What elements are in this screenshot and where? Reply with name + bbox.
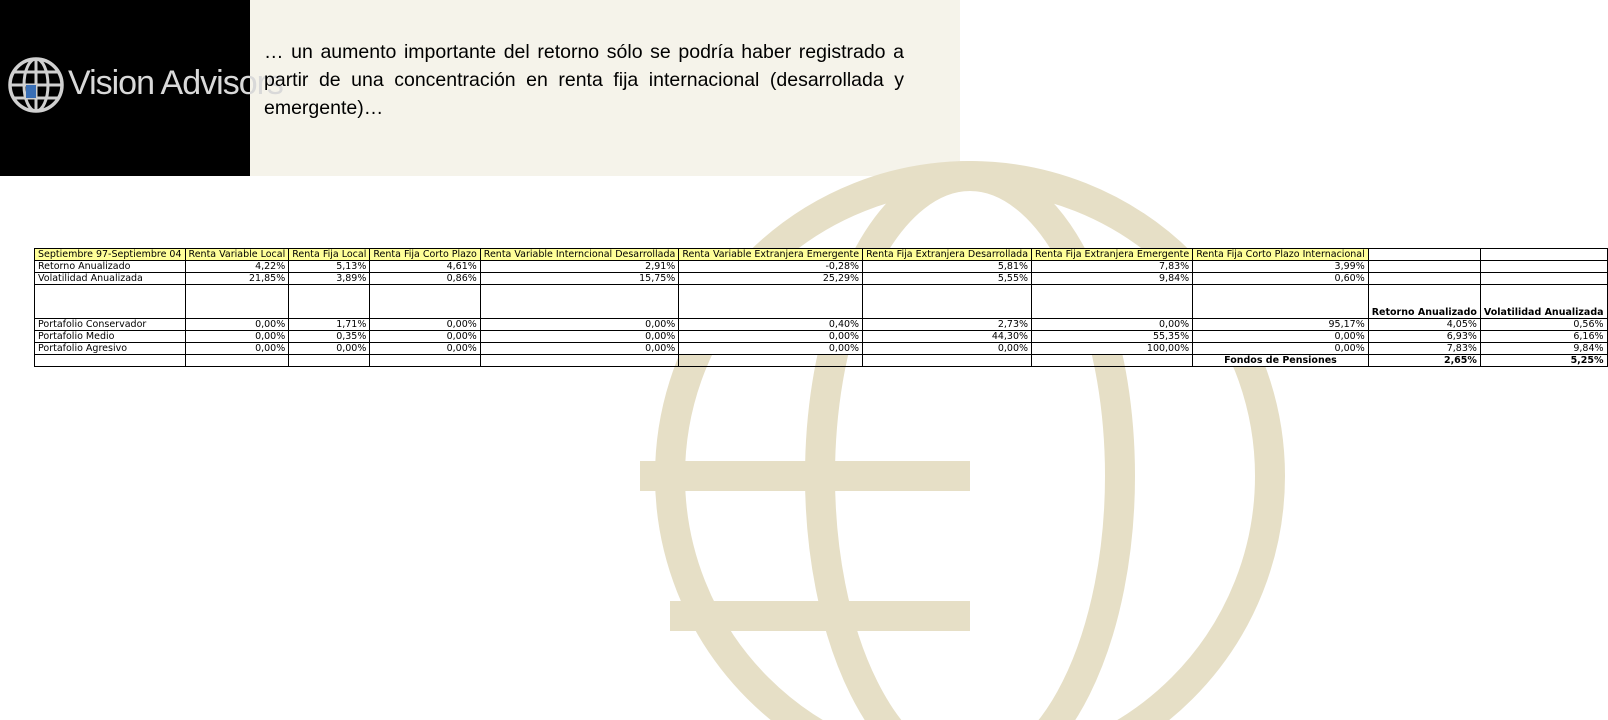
- table-cell: 0,35%: [289, 331, 370, 343]
- table-cell: 0,00%: [185, 343, 289, 355]
- table-cell: 2,91%: [480, 261, 679, 273]
- table-row: [35, 273, 1608, 285]
- table-row: [35, 331, 1608, 343]
- column-header: Renta Variable Local: [185, 249, 289, 261]
- table-row: [35, 285, 1608, 319]
- table-cell: 0,00%: [370, 343, 480, 355]
- table-cell: 6,16%: [1480, 331, 1607, 343]
- column-header: Renta Fija Extranjera Emergente: [1032, 249, 1193, 261]
- column-header: Volatilidad Anualizada: [1480, 285, 1607, 319]
- table-row: [35, 319, 1608, 331]
- table-cell: 4,61%: [370, 261, 480, 273]
- row-label: Portafolio Medio: [35, 331, 186, 343]
- table-cell: 55,35%: [1032, 331, 1193, 343]
- table-cell: 4,05%: [1368, 319, 1480, 331]
- table-cell: 5,55%: [863, 273, 1032, 285]
- table-cell: 3,99%: [1193, 261, 1369, 273]
- row-label: Volatilidad Anualizada: [35, 273, 186, 285]
- brand-name: Vision Advisors: [68, 64, 283, 102]
- table-cell: 0,00%: [289, 343, 370, 355]
- column-header: Retorno Anualizado: [1368, 285, 1480, 319]
- table-cell: 6,93%: [1368, 331, 1480, 343]
- table-cell: 0,00%: [679, 343, 863, 355]
- column-header: Renta Variable Interncional Desarrollada: [480, 249, 679, 261]
- table-cell: 0,56%: [1480, 319, 1607, 331]
- table-cell: -0,28%: [679, 261, 863, 273]
- column-header: Renta Fija Extranjera Desarrollada: [863, 249, 1032, 261]
- fondos-label: Fondos de Pensiones: [1193, 355, 1369, 367]
- table-cell: 5,13%: [289, 261, 370, 273]
- table-cell: 0,00%: [370, 319, 480, 331]
- corner-label: Septiembre 97-Septiembre 04: [35, 249, 186, 261]
- table-cell: 0,00%: [863, 343, 1032, 355]
- table-cell: 15,75%: [480, 273, 679, 285]
- table-cell: 0,00%: [679, 331, 863, 343]
- headline: … un aumento importante del retorno sólo se podría haber registrado a partir de una concentración en renta fija internacional (desarrollada y emergente)…: [264, 41, 904, 119]
- fondos-row: [35, 355, 1608, 367]
- column-header: Renta Variable Extranjera Emergente: [679, 249, 863, 261]
- table-cell: 44,30%: [863, 331, 1032, 343]
- table-cell: 0,00%: [185, 319, 289, 331]
- logo-panel: [0, 0, 283, 176]
- table-cell: 9,84%: [1480, 343, 1607, 355]
- table-cell: 0,00%: [480, 319, 679, 331]
- table-cell: 21,85%: [185, 273, 289, 285]
- column-header: Renta Fija Local: [289, 249, 370, 261]
- table-cell: 100,00%: [1032, 343, 1193, 355]
- header-row: [35, 249, 1608, 261]
- row-label: Portafolio Conservador: [35, 319, 186, 331]
- table-cell: 3,89%: [289, 273, 370, 285]
- table-cell: 2,73%: [863, 319, 1032, 331]
- table-cell: 0,00%: [480, 343, 679, 355]
- table-cell: 5,81%: [863, 261, 1032, 273]
- table-cell: 1,71%: [289, 319, 370, 331]
- column-header: Renta Fija Corto Plazo: [370, 249, 480, 261]
- row-label: Portafolio Agresivo: [35, 343, 186, 355]
- table-cell: 7,83%: [1032, 261, 1193, 273]
- returns-table: [34, 248, 1608, 367]
- table-row: [35, 343, 1608, 355]
- table-cell: 9,84%: [1032, 273, 1193, 285]
- table-cell: 0,00%: [1032, 319, 1193, 331]
- table-row: [35, 261, 1608, 273]
- table-cell: 0,00%: [185, 331, 289, 343]
- table-cell: 0,40%: [679, 319, 863, 331]
- table-cell: 0,00%: [480, 331, 679, 343]
- table-cell: 7,83%: [1368, 343, 1480, 355]
- fondos-volatilidad: 5,25%: [1480, 355, 1607, 367]
- table-cell: 25,29%: [679, 273, 863, 285]
- table-cell: 4,22%: [185, 261, 289, 273]
- table-cell: 0,00%: [1193, 331, 1369, 343]
- table-cell: 0,00%: [1193, 343, 1369, 355]
- table-cell: 0,60%: [1193, 273, 1369, 285]
- globe-icon: [6, 55, 66, 115]
- row-label: Retorno Anualizado: [35, 261, 186, 273]
- table-cell: 95,17%: [1193, 319, 1369, 331]
- table-cell: 0,00%: [370, 331, 480, 343]
- table-cell: 0,86%: [370, 273, 480, 285]
- column-header: Renta Fija Corto Plazo Internacional: [1193, 249, 1369, 261]
- fondos-retorno: 2,65%: [1368, 355, 1480, 367]
